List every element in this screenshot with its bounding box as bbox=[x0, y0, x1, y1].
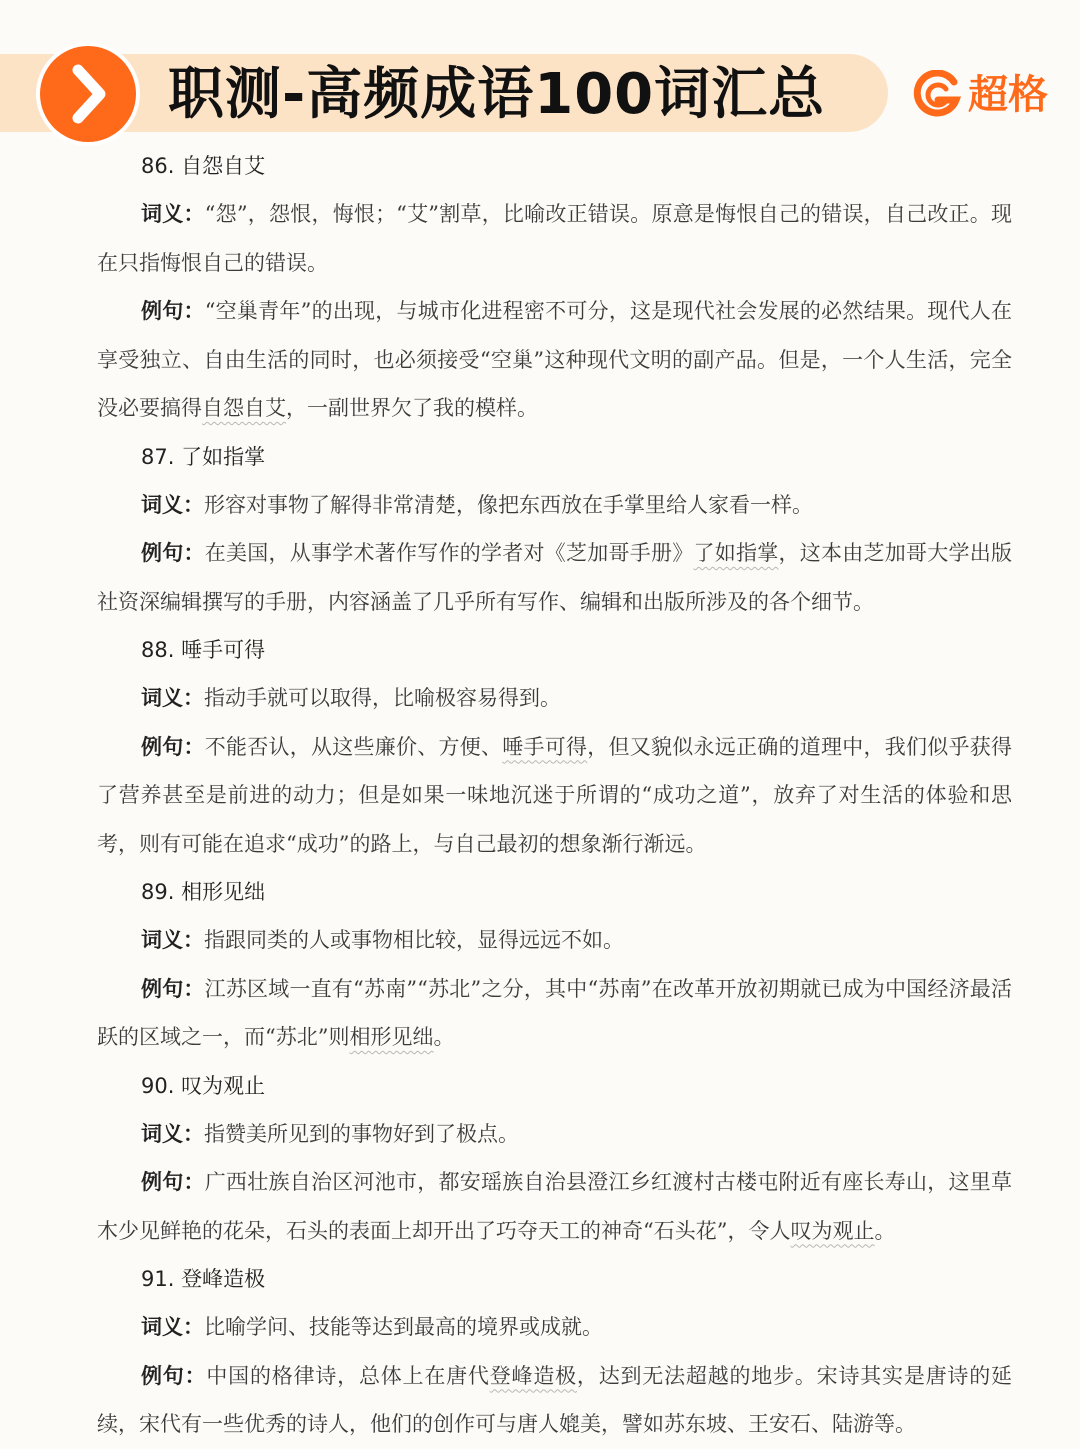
example-idiom: 叹为观止 bbox=[790, 1218, 875, 1243]
entry-example bbox=[97, 1158, 1012, 1255]
example-text-after: ，这本由芝加哥大学出版社资深编辑撰写的手册，内容涵盖了几乎所有写作、编辑和出版所涉及的各个细节。 bbox=[97, 541, 1012, 614]
idiom-entry bbox=[97, 626, 1012, 868]
entry-title: 87. 了如指掌 bbox=[141, 444, 266, 469]
meaning-text: 指赞美所见到的事物好到了极点。 bbox=[204, 1121, 519, 1146]
header-banner bbox=[0, 0, 1080, 150]
chevron-right-icon bbox=[40, 46, 136, 142]
example-text-before: “空巢青年”的出现，与城市化进程密不可分，这是现代社会发展的必然结果。现代人在享受独立、自由生活的同时，也必须接受“空巢”这种现代文明的副产品。但是，一个人生活，完全没必要搞得 bbox=[97, 299, 1013, 420]
example-text-after: ，一副世界欠了我的模样。 bbox=[286, 396, 538, 420]
brand-g-icon bbox=[910, 70, 964, 120]
example-text-before: 在美国，从事学术著作写作的学者对《芝加哥手册》 bbox=[204, 541, 694, 565]
example-idiom: 唾手可得 bbox=[502, 734, 588, 759]
idiom-entry bbox=[97, 1255, 1012, 1449]
idiom-entry bbox=[97, 868, 1012, 1062]
example-label: 例句： bbox=[141, 298, 205, 323]
entry-example bbox=[97, 287, 1012, 433]
entry-meaning bbox=[97, 190, 1012, 287]
idiom-entry bbox=[97, 1062, 1012, 1256]
brand-logo bbox=[910, 70, 1070, 120]
idiom-entry bbox=[97, 142, 1012, 433]
brand-name: 超格 bbox=[968, 72, 1048, 118]
example-idiom: 了如指掌 bbox=[693, 541, 779, 565]
entry-meaning bbox=[97, 674, 1012, 723]
entry-example bbox=[97, 965, 1012, 1062]
entry-meaning bbox=[97, 1303, 1012, 1352]
entry-title: 91. 登峰造极 bbox=[141, 1267, 266, 1291]
idiom-entry bbox=[97, 433, 1012, 627]
example-text-after: ，达到无法超越的地步。宋诗其实是唐诗的延续，宋代有一些优秀的诗人，他们的创作可与唐人媲美，譬如苏东坡、王安石、陆游等。 bbox=[97, 1363, 1013, 1436]
example-label: 例句： bbox=[141, 1362, 207, 1388]
meaning-label: 词义： bbox=[141, 1120, 204, 1146]
example-label: 例句： bbox=[141, 1169, 205, 1194]
meaning-text: 形容对事物了解得非常清楚，像把东西放在手掌里给人家看一样。 bbox=[204, 492, 813, 517]
meaning-text: 比喻学问、技能等达到最高的境界或成就。 bbox=[204, 1315, 603, 1339]
entry-title: 89. 相形见绌 bbox=[141, 880, 266, 904]
entry-title: 90. 叹为观止 bbox=[141, 1073, 266, 1098]
example-text-before: 广西壮族自治区河池市，都安瑶族自治县澄江乡红渡村古楼屯附近有座长寿山，这里草木少见鲜艳的花朵，石头的表面上却开出了巧夺天工的神奇“石头花”，令人 bbox=[97, 1170, 1012, 1243]
example-label: 例句： bbox=[141, 975, 205, 1001]
meaning-label: 词义： bbox=[141, 927, 204, 952]
entry-meaning bbox=[97, 1110, 1012, 1159]
example-text-after: 。 bbox=[433, 1025, 455, 1049]
entry-title: 86. 自怨自艾 bbox=[141, 154, 266, 178]
entry-meaning bbox=[97, 481, 1012, 530]
meaning-text: 指跟同类的人或事物相比较，显得远远不如。 bbox=[204, 928, 624, 952]
meaning-label: 词义： bbox=[141, 685, 204, 710]
entry-example bbox=[97, 1352, 1012, 1449]
meaning-label: 词义： bbox=[141, 1314, 204, 1339]
example-text-before: 中国的格律诗，总体上在唐代 bbox=[206, 1363, 490, 1388]
page-title: 职测-高频成语100词汇总 bbox=[168, 62, 826, 127]
example-text-before: 不能否认，从这些廉价、方便、 bbox=[204, 734, 503, 759]
entry-example bbox=[97, 723, 1012, 869]
entry-meaning bbox=[97, 916, 1012, 965]
entry-example bbox=[97, 529, 1012, 626]
example-idiom: 相形见绌 bbox=[349, 1025, 434, 1049]
example-idiom: 登峰造极 bbox=[489, 1363, 577, 1388]
example-text-after: 。 bbox=[874, 1218, 896, 1243]
meaning-text: “怨”，怨恨，悔恨；“艾”割草，比喻改正错误。原意是悔恨自己的错误，自己改正。现在只指悔恨自己的错误。 bbox=[97, 202, 1012, 275]
example-label: 例句： bbox=[141, 540, 205, 565]
meaning-label: 词义： bbox=[141, 491, 204, 517]
entry-title: 88. 唾手可得 bbox=[141, 638, 266, 662]
meaning-text: 指动手就可以取得，比喻极容易得到。 bbox=[204, 686, 561, 710]
example-text-before: 江苏区域一直有“苏南”“苏北”之分，其中“苏南”在改革开放初期就已成为中国经济最活跃的区域之一，而“苏北”则 bbox=[97, 976, 1013, 1049]
example-label: 例句： bbox=[141, 733, 205, 759]
example-idiom: 自怨自艾 bbox=[202, 396, 286, 420]
idiom-list bbox=[97, 142, 1012, 1449]
example-text-after: ，但又貌似永远正确的道理中，我们似乎获得了营养甚至是前进的动力；但是如果一味地沉迷于所谓的“成功之道”，放弃了对生活的体验和思考，则有可能在追求“成功”的路上，与自己最初的想象渐行渐远。 bbox=[97, 734, 1012, 856]
meaning-label: 词义： bbox=[141, 201, 205, 226]
